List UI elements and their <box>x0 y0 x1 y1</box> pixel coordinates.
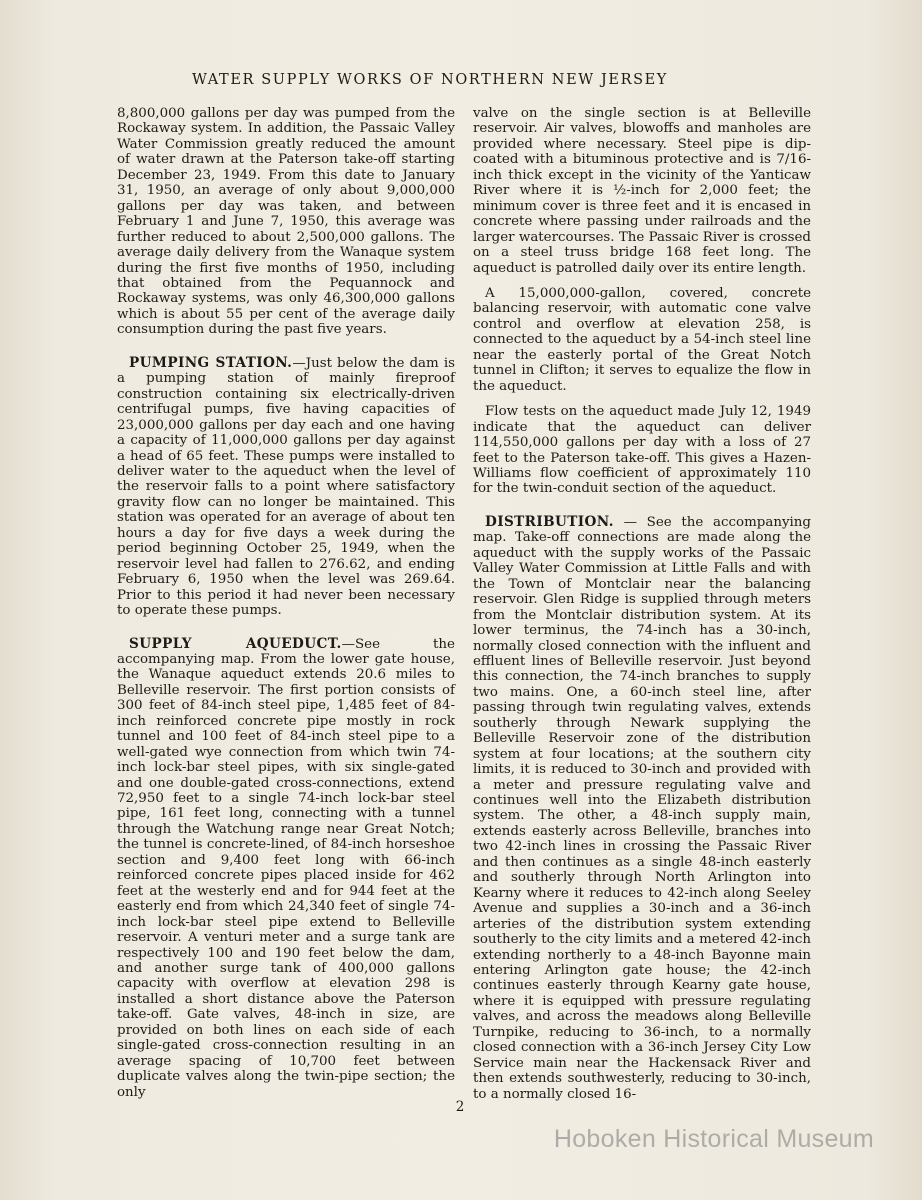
paragraph-supply-aqueduct <box>117 637 455 1101</box>
paragraph-balancing-reservoir: A 15,000,000-gallon, covered, concrete balancing reservoir, with automatic cone valve control and overflow at elevation 258, is connected to the aqueduct by a 54-inch steel line near the easterly portal of the Great Notch tunnel in Clifton; it serves to equalize the flow in the aqueduct. <box>473 285 811 394</box>
page-number: 2 <box>455 1099 465 1115</box>
section-heading-distribution: DISTRIBUTION. <box>485 513 614 530</box>
section-heading-supply-aqueduct: SUPPLY AQUEDUCT. <box>129 635 342 652</box>
running-header: WATER SUPPLY WORKS OF NORTHERN NEW JERSEY <box>192 72 668 88</box>
museum-watermark: Hoboken Historical Museum <box>553 1125 874 1153</box>
paragraph-distribution <box>473 515 811 1102</box>
paragraph-rockaway: 8,800,000 gallons per day was pumped from the Rockaway system. In addition, the Passaic Valley Water Commission greatly reduced the amount of water drawn at the Paterson take-off starting December 23, 1949. From this date to January 31, 1950, an average of only about 9,000,000 gallons per day was taken, and between February 1 and June 7, 1950, this average was further reduced to about 2,500,000 gallons. The average daily delivery from the Wanaque system during the first five months of 1950, including that obtained from the Pequannock and Rockaway systems, was only 46,300,000 gallons which is about 55 per cent of the average daily consumption during the past five years. <box>117 106 455 338</box>
distribution-text: — See the accompanying map. Take-off connections are made along the aqueduct with the supply works of the Passaic Valley Water Commission at Little Falls and with the Town of Montclair near the balancing reservoir. Glen Ridge is supplied through meters from the Montclair distribution system. At its lower terminus, the 74-inch has a 30-inch, normally closed connection with the influent and effluent lines of Belleville reservoir. Just beyond this connection, the 74-inch branches to supply two mains. One, a 60-inch steel line, after passing through twin regulating valves, extends southerly through Newark supplying the Belleville Reservoir zone of the distribution system at four locations; at the southern city limits, it is reduced to 30-inch and provided with a meter and pressure regulating valve and continues well into the Elizabeth distribution system. The other, a 48-inch supply main, extends easterly across Belleville, branches into two 42-inch lines in crossing the Passaic River and then continues as a single 48-inch easterly and southerly through North Arlington into Kearny where it reduces to 42-inch along Seeley Avenue and supplies a 30-inch and a 36-inch arteries of the distribution system extending southerly to the city limits and a metered 42-inch extending northerly to a 48-inch Bayonne main entering Arlington gate house; the 42-inch continues easterly through Kearny gate house, where it is equipped with pressure regulating valves, and across the meadows along Belleville Turnpike, reducing to 36-inch, to a normally closed connection with a 36-inch Jersey City Low Service main near the Hackensack River and then extends southwesterly, reducing to 30-inch, to a normally closed 16- <box>473 514 811 1102</box>
paragraph-pumping-station <box>117 356 455 619</box>
section-heading-pumping-station: PUMPING STATION. <box>129 354 293 371</box>
paragraph-valve-continuation: valve on the single section is at Belleville reservoir. Air valves, blowoffs and manholes are provided where necessary. Steel pipe is dip-coated with a bituminous protective and is 7/16-inch thick except in the vicinity of the Yanticaw River where it is ½-inch for 2,000 feet; the minimum cover is three feet and it is encased in concrete where passing under railroads and the larger watercourses. The Passaic River is crossed on a steel truss bridge 168 feet long. The aqueduct is patrolled daily over its entire length. <box>473 106 811 276</box>
right-column <box>473 106 811 1112</box>
pumping-station-text: —Just below the dam is a pumping station of mainly fireproof construction containing six electrically-driven centrifugal pumps, five having capacities of 23,000,000 gallons per day each and one having a capacity of 11,000,000 gallons per day against a head of 65 feet. These pumps were installed to deliver water to the aqueduct when the level of the reservoir falls to a point where satisfactory gravity flow can no longer be maintained. This station was operated for an average of about ten hours a day for five days a week during the period beginning October 25, 1949, when the reservoir level had fallen to 276.62, and ending February 6, 1950 when the level was 269.64. Prior to this period it had never been necessary to operate these pumps. <box>117 355 455 619</box>
left-column <box>117 106 455 1110</box>
supply-aqueduct-text: —See the accompanying map. From the lower gate house, the Wanaque aqueduct extends 20.6 miles to Belleville reservoir. The first portion consists of 300 feet of 84-inch steel pipe, 1,485 feet of 84-inch reinforced concrete pipe mostly in rock tunnel and 100 feet of 84-inch steel pipe to a well-gated wye connection from which twin 74-inch lock-bar steel pipes, with six single-gated and one double-gated cross-connections, extend 72,950 feet to a single 74-inch lock-bar steel pipe, 161 feet long, connecting with a tunnel through the Watchung range near Great Notch; the tunnel is concrete-lined, of 84-inch horseshoe section and 9,400 feet long with 66-inch reinforced concrete pipes placed inside for 462 feet at the westerly end and for 944 feet at the easterly end from which 24,340 feet of single 74-inch lock-bar steel pipe extend to Belleville reservoir. A venturi meter and a surge tank are respectively 100 and 190 feet below the dam, and another surge tank of 400,000 gallons capacity with overflow at elevation 298 is installed a short distance above the Paterson take-off. Gate valves, 48-inch in size, are provided on both lines on each side of each single-gated cross-connection resulting in an average spacing of 10,700 feet between duplicate valves along the twin-pipe section; the only <box>117 636 455 1100</box>
paragraph-flow-tests: Flow tests on the aqueduct made July 12, 1949 indicate that the aqueduct can deliver 114,550,000 gallons per day with a loss of 27 feet to the Paterson take-off. This gives a Hazen-Williams flow coefficient of approximately 110 for the twin-conduit section of the aqueduct. <box>473 404 811 497</box>
